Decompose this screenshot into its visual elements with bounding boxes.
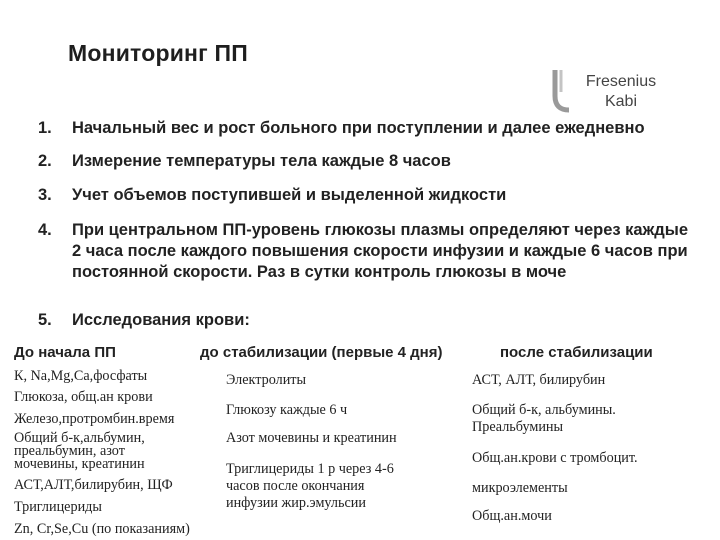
list-item: К, Na,Mg,Ca,фосфаты: [14, 368, 148, 384]
list-item: АСТ, АЛТ, билирубин: [472, 372, 606, 388]
column-header-after-stabilization: после стабилизации: [500, 344, 653, 361]
list-item: Азот мочевины и креатинин: [226, 430, 397, 446]
list-item: Триглицериды 1 р через 4-6 часов после окончания инфузии жир.эмульсии: [226, 461, 394, 511]
logo-line-2: Kabi: [604, 93, 638, 110]
list-item: АСТ,АЛТ,билирубин, ЩФ: [14, 477, 173, 493]
list-item: [38, 310, 700, 331]
list-item-text: Измерение температуры тела каждые 8 часов: [72, 152, 451, 170]
slide-title: Мониторинг ПП: [68, 40, 248, 66]
list-item-number: 4.: [38, 221, 52, 239]
list-item: [38, 220, 700, 283]
column-header-until-stabilization: до стабилизации (первые 4 дня): [200, 344, 443, 361]
list-item: микроэлементы: [472, 480, 568, 496]
list-item-text: При центральном ПП-уровень глюкозы плазмы определяют через каждые 2 часа после каждого повышения скорости инфузии и каждые 6 часов при постоянной скорости. Раз в сутки контроль глюкозы в моче: [72, 221, 689, 281]
fresenius-kabi-logo: [547, 66, 667, 118]
list-item-text: Учет объемов поступившей и выделенной жидкости: [72, 186, 507, 204]
list-item: Триглицериды: [14, 499, 102, 515]
list-item: [38, 118, 700, 139]
list-item: Глюкозу каждые 6 ч: [226, 402, 348, 418]
list-item-number: 2.: [38, 152, 52, 170]
list-item: Общ.ан.крови с тромбоцит.: [472, 450, 638, 466]
list-item: Общий б-к, альбумины. Преальбумины: [472, 402, 616, 435]
list-item: Общ.ан.мочи: [472, 508, 552, 524]
list-item-text: Начальный вес и рост больного при поступлении и далее ежедневно: [72, 119, 645, 137]
list-item: Общий б-к,альбумин, преальбумин, азот мочевины, креатинин: [14, 430, 145, 472]
list-item: Глюкоза, общ.ан крови: [14, 389, 153, 405]
logo-line-1: Fresenius: [585, 73, 657, 90]
list-item-number: 5.: [38, 311, 52, 329]
list-item: Железо,протромбин.время: [14, 411, 175, 427]
logo-mark-icon: [547, 66, 587, 118]
list-item-number: 1.: [38, 119, 52, 137]
list-item: [38, 151, 700, 172]
column-header-before: До начала ПП: [14, 344, 116, 361]
list-item-text: Исследования крови:: [72, 311, 250, 329]
list-item: Zn, Cr,Se,Cu (по показаниям): [14, 521, 190, 537]
list-item: [38, 185, 700, 206]
list-item-number: 3.: [38, 186, 52, 204]
list-item: Электролиты: [226, 372, 307, 388]
